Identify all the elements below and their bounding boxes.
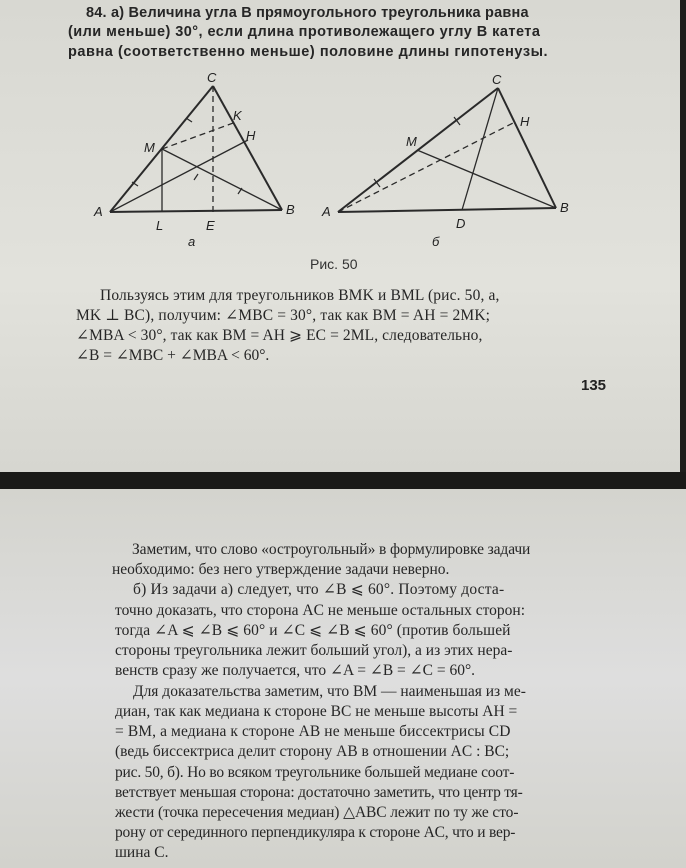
- body-line-3: ∠MBA < 30°, так как BM = AH ⩾ EC = 2ML, следовательно,: [76, 327, 483, 344]
- fig-b-sublabel: б: [432, 234, 440, 249]
- body-line-2: MK ⊥ BC), получим: ∠MBC = 30°, так как BM = AH = 2MK;: [76, 307, 491, 324]
- p2-line-9: диан, так как медиана к стороне BC не меньше высоты AH =: [115, 703, 518, 720]
- problem-line-1: 84. а) Величина угла B прямоугольного треугольника равна: [86, 5, 529, 21]
- fig-a-label-K: K: [233, 108, 242, 123]
- fig-a-label-B: B: [286, 202, 295, 217]
- page-number: 135: [581, 377, 607, 394]
- fig-b-label-M: M: [406, 134, 417, 149]
- fig-a-label-C: C: [207, 70, 217, 85]
- p2-line-1: Заметим, что слово «остроугольный» в формулировке задачи: [132, 541, 531, 558]
- p2-line-12: рис. 50, б). Но во всяком треугольнике большей медиане соот-: [115, 764, 515, 781]
- p2-line-16: шина C.: [115, 844, 169, 861]
- body-line-1: Пользуясь этим для треугольников BMK и BML (рис. 50, а,: [100, 287, 500, 304]
- p2-line-11: (ведь биссектриса делит сторону AB в отношении AC : BC;: [115, 743, 510, 760]
- fig-a-sublabel: а: [188, 234, 196, 249]
- figure-50a: [88, 70, 308, 250]
- p2-line-6: стороны треугольника лежит больший угол), а из этих нера-: [115, 642, 513, 659]
- p2-line-7: венств сразу же получается, что ∠A = ∠B = ∠C = 60°.: [115, 662, 476, 679]
- problem-line-2: (или меньше) 30°, если длина противолежащего углу B катета: [68, 24, 541, 40]
- p2-line-10: = BM, а медиана к стороне AB не меньше биссектрисы CD: [115, 723, 511, 740]
- body-line-4: ∠B = ∠MBC + ∠MBA < 60°.: [76, 347, 270, 364]
- fig-a-label-H: H: [246, 128, 256, 143]
- fig-a-label-M: M: [144, 140, 155, 155]
- p2-line-14: жести (точка пересечения медиан) △ABC лежит по ту же сто-: [115, 804, 519, 821]
- bottom-book-page: [0, 489, 686, 868]
- p2-line-5: тогда ∠A ⩽ ∠B ⩽ 60° и ∠C ⩽ ∠B ⩽ 60° (против большей: [115, 622, 511, 639]
- p2-line-13: ветствует меньшая сторона: достаточно заметить, что центр тя-: [115, 784, 523, 801]
- fig-b-label-D: D: [456, 216, 466, 231]
- problem-line-3: равна (соответственно меньше) половине длины гипотенузы.: [68, 44, 549, 60]
- figure-50b: [320, 70, 580, 250]
- fig-a-label-L: L: [156, 218, 164, 233]
- fig-b-label-H: H: [520, 114, 530, 129]
- p2-line-8: Для доказательства заметим, что BM — наименьшая из ме-: [133, 683, 526, 700]
- fig-b-label-B: B: [560, 200, 569, 215]
- figure-caption: Рис. 50: [310, 256, 358, 272]
- page-gap: [0, 472, 686, 489]
- p2-line-2: необходимо: без него утверждение задачи неверно.: [112, 561, 450, 578]
- p2-line-15: рону от серединного перпендикуляра к стороне AC, что и вер-: [115, 824, 516, 841]
- fig-a-label-E: E: [206, 218, 215, 233]
- p2-line-4: точно доказать, что сторона AC не меньше остальных сторон:: [115, 602, 526, 619]
- p2-line-3: б) Из задачи а) следует, что ∠B ⩽ 60°. Поэтому доста-: [133, 581, 505, 598]
- fig-b-label-A: A: [322, 204, 331, 219]
- fig-b-label-C: C: [492, 72, 502, 87]
- fig-a-label-A: A: [94, 204, 103, 219]
